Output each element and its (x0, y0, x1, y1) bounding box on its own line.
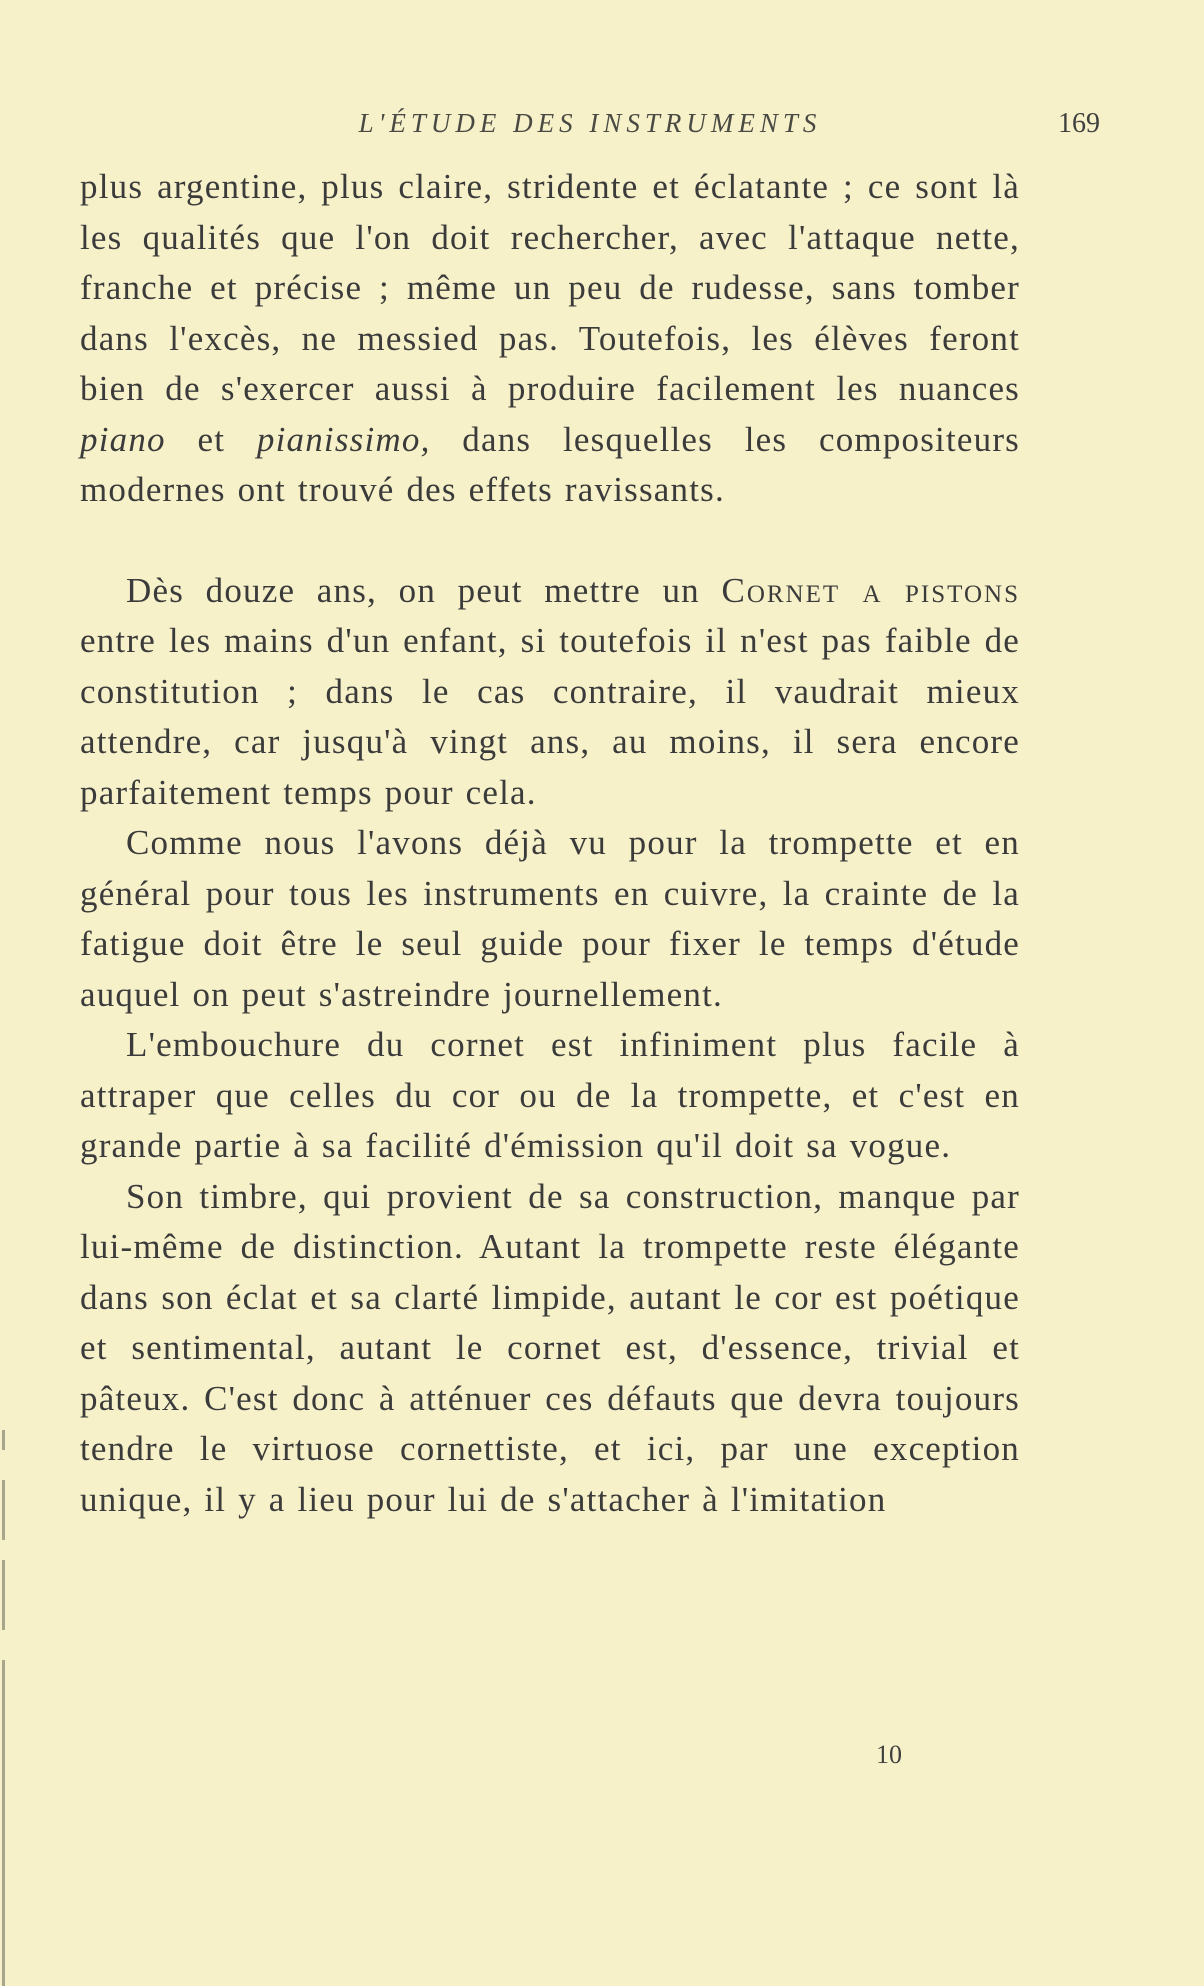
gutter-shadow (2, 1660, 5, 1986)
page-number: 169 (1058, 108, 1100, 139)
text-run: et (165, 419, 257, 459)
gutter-shadow (2, 1560, 5, 1630)
italic-term: pianissimo, (256, 419, 431, 459)
paragraph: Son timbre, qui provient de sa construction, manque par lui-même de distinction. Autant la trompette reste élégante dans son éclat et sa clarté limpide, autant le cor est poétique et sentimental, autant le cornet est, d'essence, trivial et pâteux. C'est donc à atténuer ces défauts que devra toujours tendre le virtuose cornettiste, et ici, par une exception unique, il y a lieu pour lui de s'attacher à l'imitation (80, 1176, 1020, 1519)
paragraph (80, 566, 1020, 819)
gutter-shadow (2, 1480, 5, 1540)
signature-mark: 10 (876, 1740, 902, 1769)
paragraph: Comme nous l'avons déjà vu pour la trompette et en général pour tous les instruments en cuivre, la crainte de la fatigue doit être le seul guide pour fixer le temps d'étude auquel on peut s'astreindre journellement. (80, 823, 1020, 1014)
text-run: dans lesquelles les compositeurs modernes ont trouvé des effets ravissants. (80, 419, 1020, 509)
paragraph: L'embouchure du cornet est infiniment plus facile à attraper que celles du cor ou de la trompette, et c'est en grande partie à sa facilité d'émission qu'il doit sa vogue. (80, 1025, 1020, 1165)
body-text (80, 162, 1020, 1525)
small-caps-term: Cornet a pistons (721, 570, 1020, 610)
running-title: L'ÉTUDE DES INSTRUMENTS (358, 108, 822, 138)
gutter-shadow (2, 1430, 5, 1450)
text-run: Dès douze ans, on peut mettre un (126, 570, 722, 610)
text-run: plus argentine, plus claire, stridente et éclatante ; ce sont là les qualités que l'on doit rechercher, avec l'attaque nette, franche et précise ; même un peu de rudesse, sans tomber dans l'excès, ne messied pas. Toutefois, les élèves feront bien de s'exercer aussi à produire facilement les nuances (80, 167, 1020, 408)
page-header (80, 108, 1100, 148)
text-run: entre les mains d'un enfant, si toutefois il n'est pas faible de constitution ; dans le cas contraire, il vaudrait mieux attendre, car jusqu'à vingt ans, au moins, il sera encore parfaitement temps pour cela. (80, 621, 1020, 812)
italic-term: piano (80, 419, 166, 459)
paragraph (80, 162, 1020, 516)
